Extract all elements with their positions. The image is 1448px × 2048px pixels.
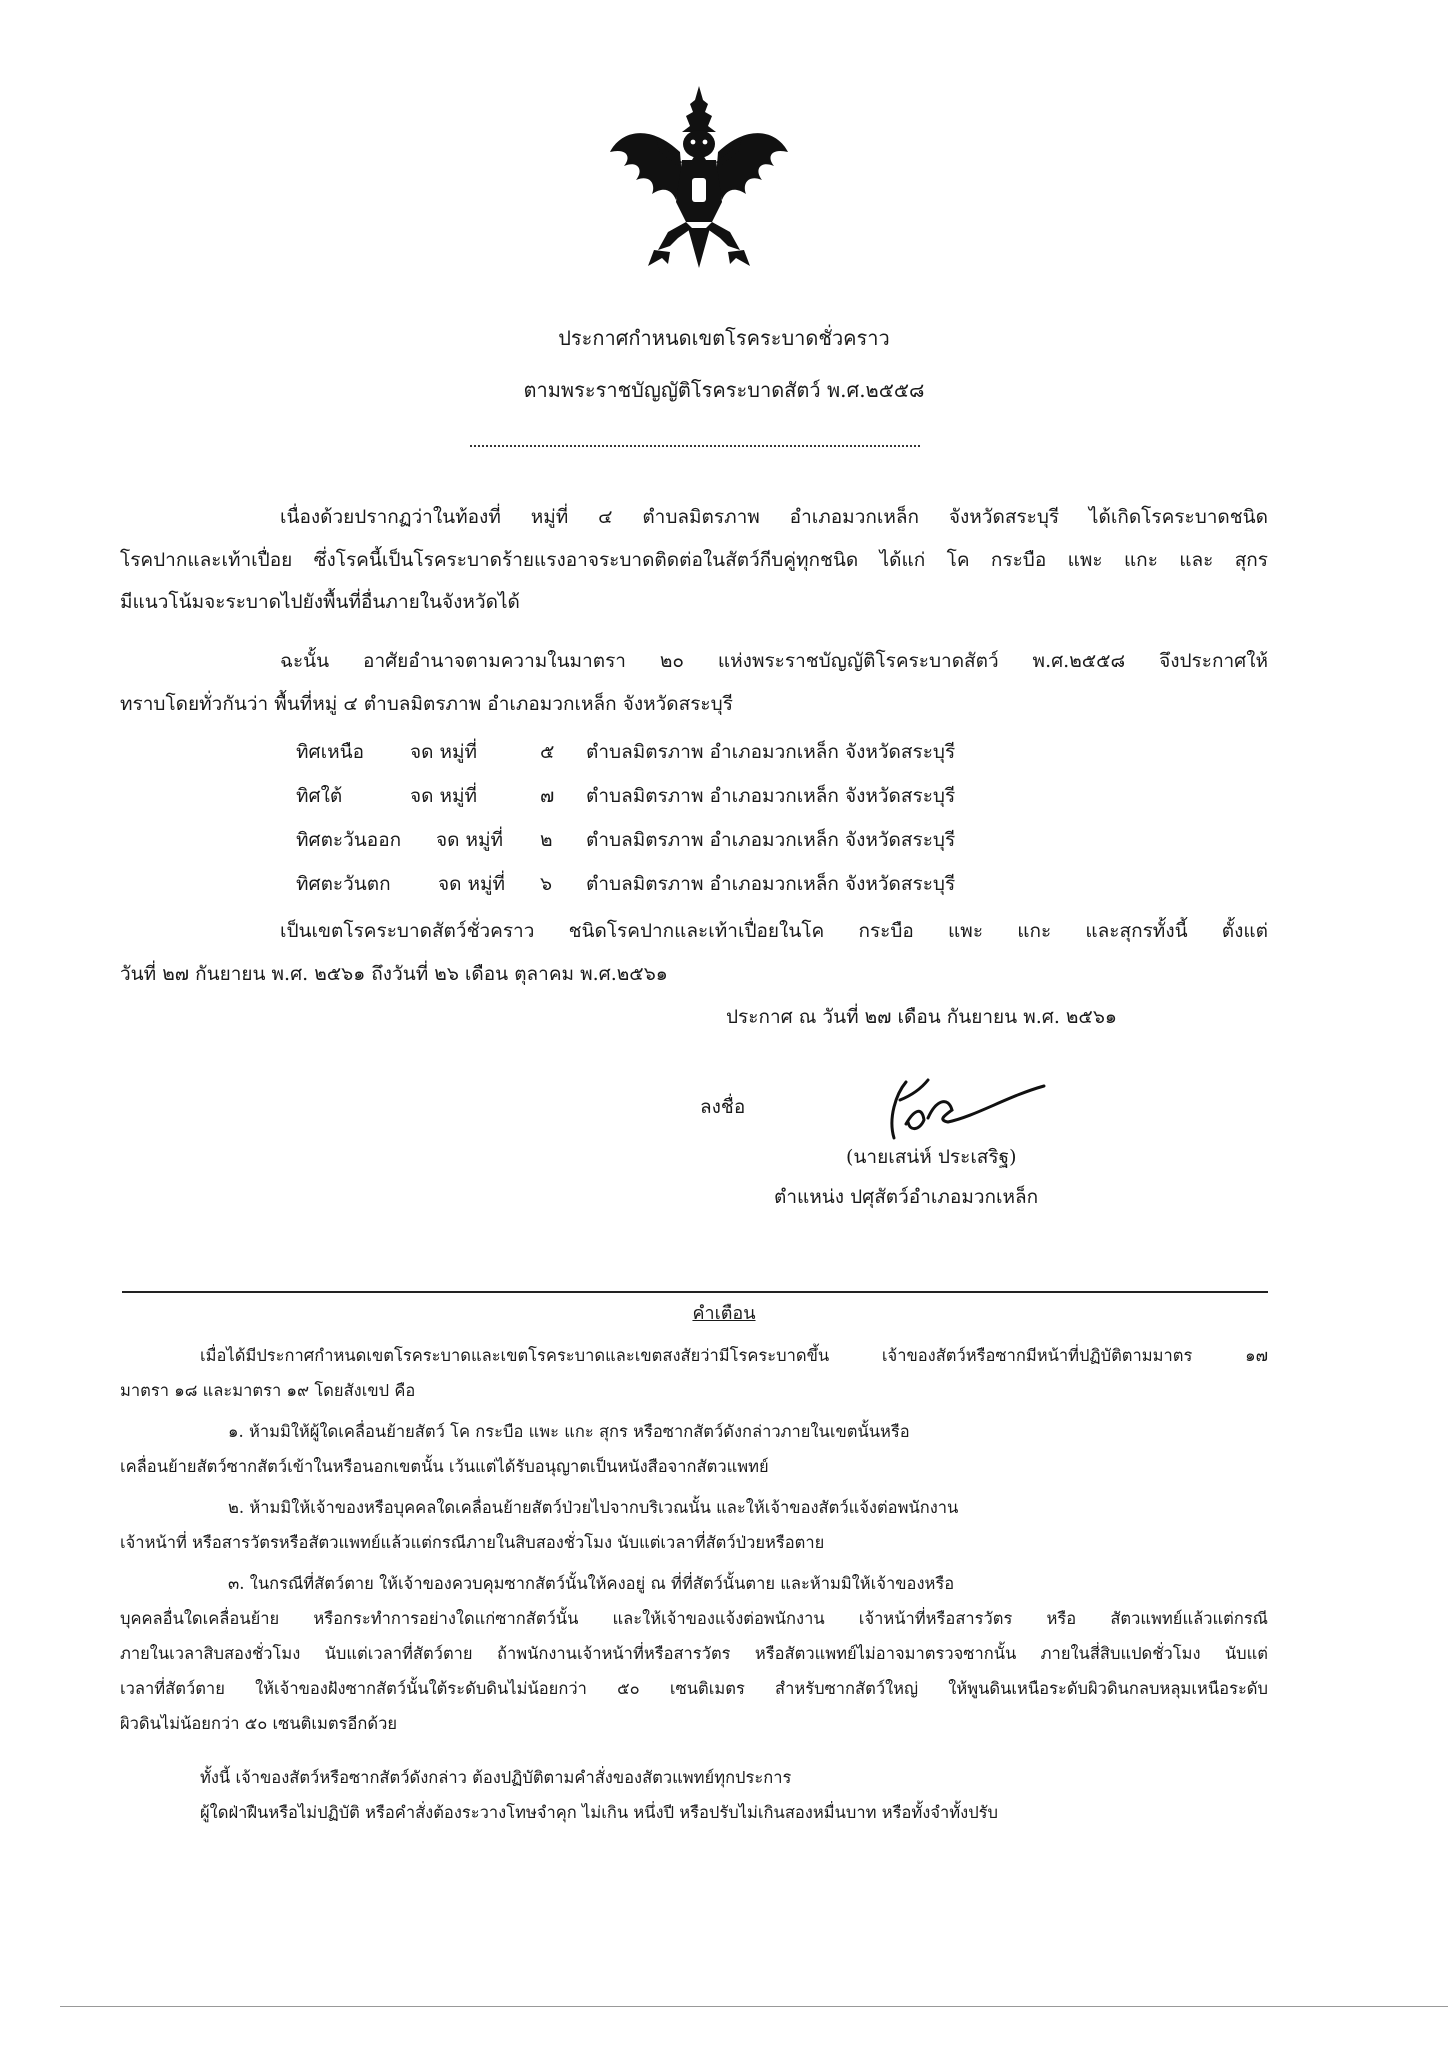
warning-intro [120, 1338, 1268, 1408]
boundary-list [0, 730, 1448, 910]
warning-line: ๑. ห้ามมิให้ผู้ใดเคลื่อนย้ายสัตว์ โค กระบือ แพะ แกะ สุกร หรือซากสัตว์ดังกล่าวภายในเขตนั้นหรือ [228, 1422, 910, 1441]
warning-item-3 [120, 1566, 1268, 1741]
boundary-village-number: ๗ [540, 785, 555, 807]
title-dotted-divider [470, 445, 920, 447]
boundary-location: ตำบลมิตรภาพ อำเภอมวกเหล็ก จังหวัดสระบุรี [586, 785, 956, 807]
page-bottom-edge [60, 2006, 1448, 2007]
warning-line: ภายในเวลาสิบสองชั่วโมง นับแต่เวลาที่สัตว์ตาย ถ้าพนักงานเจ้าหน้าที่หรือสารวัตร หรือสัตวแพทย์ไม่อาจมาตรวจซากนั้น ภายในสี่สิบแปดชั่วโมง นับแต่ [120, 1644, 1268, 1663]
warning-line: เมื่อได้มีประกาศกำหนดเขตโรคระบาดและเขตโรคระบาดและเขตสงสัยว่ามีโรคระบาดขึ้น เจ้าของสัตว์หรือซากมีหน้าที่ปฏิบัติตามมาตร ๑๗ [200, 1346, 1268, 1365]
boundary-direction: ทิศตะวันออก [296, 829, 402, 851]
paragraph-line: วันที่ ๒๗ กันยายน พ.ศ. ๒๕๖๑ ถึงวันที่ ๒๖ เดือน ตุลาคม พ.ศ.๒๕๖๑ [120, 962, 668, 985]
warning-item-1 [120, 1414, 1268, 1484]
paragraph-outbreak [120, 496, 1268, 624]
boundary-location: ตำบลมิตรภาพ อำเภอมวกเหล็ก จังหวัดสระบุรี [586, 873, 956, 895]
announcement-date: ประกาศ ณ วันที่ ๒๗ เดือน กันยายน พ.ศ. ๒๕๖๑ [726, 1006, 1117, 1028]
paragraph-zone-period [120, 910, 1268, 995]
warning-item-2 [120, 1490, 1268, 1560]
section-divider [122, 1291, 1268, 1293]
warning-note [120, 1760, 1268, 1830]
warning-line: เวลาที่สัตว์ตาย ให้เจ้าของฝังซากสัตว์นั้นใต้ระดับดินไม่น้อยกว่า ๕๐ เซนติเมตร สำหรับซากสัตว์ใหญ่ ให้พูนดินเหนือระดับผิวดินกลบหลุมเหนือระดับ [120, 1679, 1268, 1698]
warning-line: ผู้ใดฝ่าฝืนหรือไม่ปฏิบัติ หรือคำสั่งต้องระวางโทษจำคุก ไม่เกิน หนึ่งปี หรือปรับไม่เกินสองหมื่นบาท หรือทั้งจำทั้งปรับ [200, 1803, 999, 1822]
boundary-direction: ทิศตะวันตก [296, 873, 391, 895]
boundary-adjacent: จด หมู่ที่ [438, 873, 506, 895]
paragraph-authority [120, 640, 1268, 725]
warning-line: เจ้าหน้าที่ หรือสารวัตรหรือสัตวแพทย์แล้วแต่กรณีภายในสิบสองชั่วโมง นับแต่เวลาที่สัตว์ป่วยหรือตาย [120, 1533, 825, 1552]
paragraph-line: เนื่องด้วยปรากฏว่าในท้องที่ หมู่ที่ ๔ ตำบลมิตรภาพ อำเภอมวกเหล็ก จังหวัดสระบุรี ได้เกิดโรคระบาดชนิด [280, 506, 1268, 528]
boundary-location: ตำบลมิตรภาพ อำเภอมวกเหล็ก จังหวัดสระบุรี [586, 741, 956, 763]
warning-heading: คำเตือน [692, 1303, 756, 1324]
warning-line: บุคคลอื่นใดเคลื่อนย้าย หรือกระทำการอย่างใดแก่ซากสัตว์นั้น และให้เจ้าของแจ้งต่อพนักงาน เจ้าหน้าที่หรือสารวัตร หรือ สัตวแพทย์แล้วแต่กรณี [120, 1609, 1268, 1628]
paragraph-line: โรคปากและเท้าเปื่อย ซึ่งโรคนี้เป็นโรคระบาดร้ายแรงอาจระบาดติดต่อในสัตว์กีบคู่ทุกชนิด ได้แก่ โค กระบือ แพะ แกะ และ สุกร [120, 548, 1268, 571]
paragraph-line: ฉะนั้น อาศัยอำนาจตามความในมาตรา ๒๐ แห่งพระราชบัญญัติโรคระบาดสัตว์ พ.ศ.๒๕๕๘ จึงประกาศให้ [280, 650, 1268, 672]
boundary-village-number: ๒ [540, 829, 553, 851]
boundary-adjacent: จด หมู่ที่ [436, 829, 504, 851]
boundary-adjacent: จด หมู่ที่ [410, 741, 478, 763]
paragraph-line: มีแนวโน้มจะระบาดไปยังพื้นที่อื่นภายในจังหวัดได้ [120, 591, 520, 613]
paragraph-line: เป็นเขตโรคระบาดสัตว์ชั่วคราว ชนิดโรคปากและเท้าเปื่อยในโค กระบือ แพะ แกะ และสุกรทั้งนี้ ตั้งแต่ [280, 920, 1268, 942]
boundary-village-number: ๕ [540, 741, 555, 763]
garuda-emblem-icon [608, 82, 790, 272]
announcement-title: ประกาศกำหนดเขตโรคระบาดชั่วคราว [558, 326, 890, 350]
signature-label: ลงชื่อ [700, 1096, 746, 1118]
warning-line: มาตรา ๑๘ และมาตรา ๑๙ โดยสังเขป คือ [120, 1381, 416, 1400]
boundary-adjacent: จด หมู่ที่ [410, 785, 478, 807]
warning-line: ผิวดินไม่น้อยกว่า ๕๐ เซนติเมตรอีกด้วย [120, 1714, 398, 1733]
boundary-location: ตำบลมิตรภาพ อำเภอมวกเหล็ก จังหวัดสระบุรี [586, 829, 956, 851]
signatory-name: (นายเสน่ห์ ประเสริฐ) [846, 1146, 1017, 1168]
warning-line: ๒. ห้ามมิให้เจ้าของหรือบุคคลใดเคลื่อนย้ายสัตว์ป่วยไปจากบริเวณนั้น และให้เจ้าของสัตว์แจ้งต่อพนักงาน [228, 1498, 959, 1517]
warning-line: เคลื่อนย้ายสัตว์ซากสัตว์เข้าในหรือนอกเขตนั้น เว้นแต่ได้รับอนุญาตเป็นหนังสือจากสัตวแพทย์ [120, 1457, 769, 1476]
boundary-village-number: ๖ [540, 873, 553, 895]
paragraph-line: ทราบโดยทั่วกันว่า พื้นที่หมู่ ๔ ตำบลมิตรภาพ อำเภอมวกเหล็ก จังหวัดสระบุรี [120, 692, 733, 715]
warning-line: ๓. ในกรณีที่สัตว์ตาย ให้เจ้าของควบคุมซากสัตว์นั้นให้คงอยู่ ณ ที่ที่สัตว์นั้นตาย และห้ามมิให้เจ้าของหรือ [228, 1574, 955, 1593]
warning-line: ทั้งนี้ เจ้าของสัตว์หรือซากสัตว์ดังกล่าว ต้องปฏิบัติตามคำสั่งของสัตวแพทย์ทุกประการ [200, 1768, 792, 1787]
boundary-direction: ทิศใต้ [296, 785, 343, 807]
signatory-position: ตำแหน่ง ปศุสัตว์อำเภอมวกเหล็ก [774, 1186, 1039, 1208]
boundary-direction: ทิศเหนือ [296, 741, 365, 763]
handwritten-signature-icon [848, 1060, 1048, 1150]
announcement-subtitle: ตามพระราชบัญญัติโรคระบาดสัตว์ พ.ศ.๒๕๕๘ [523, 378, 925, 402]
